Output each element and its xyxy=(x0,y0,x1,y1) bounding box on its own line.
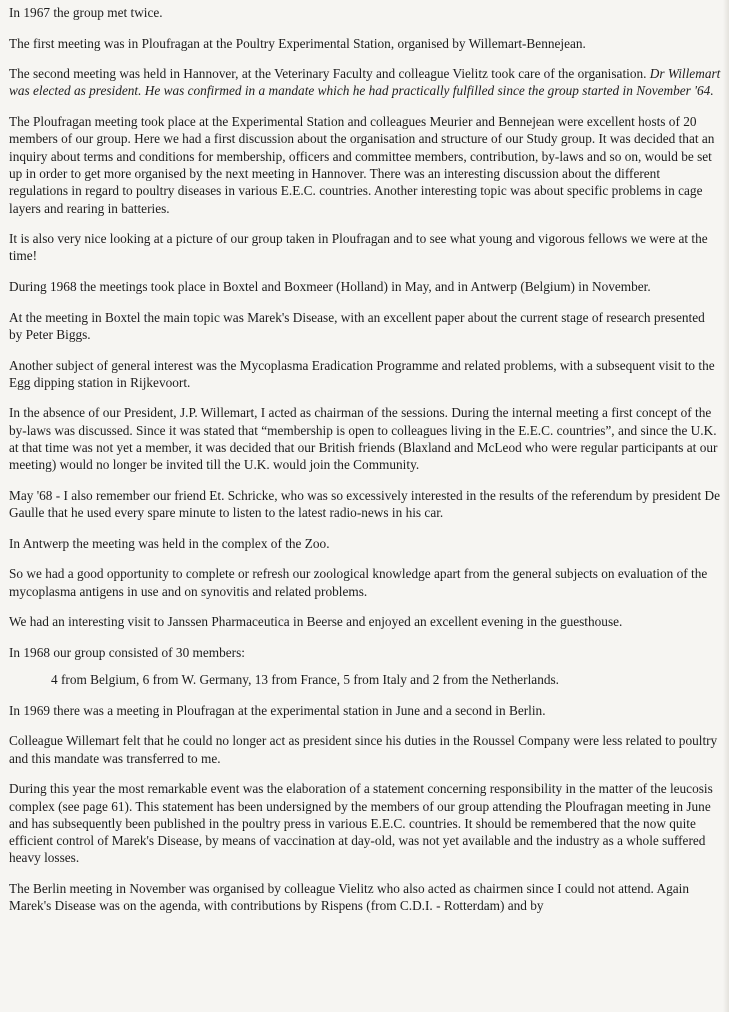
paragraph-members-by-country: 4 from Belgium, 6 from W. Germany, 13 from France, 5 from Italy and 2 from the Netherlands. xyxy=(51,672,559,688)
paragraph-second-meeting-text: The second meeting was held in Hannover, at the Veterinary Faculty and colleague Vielitz took care of the organisation. xyxy=(9,66,650,82)
paragraph-may-68: May '68 - I also remember our friend Et. Schricke, who was so excessively interested in the results of the referendum by president De Gaulle that he used every spare minute to listen to the latest radio-news in his car. xyxy=(9,487,720,521)
paragraph-ploufragan-meeting: The Ploufragan meeting took place at the Experimental Station and colleagues Meurier and Bennejean were excellent hosts of 20 members of our group. Here we had a first discussion about the organisation and structure of our Study group. It was decided that an inquiry about terms and conditions for membership, officers and committee members, contribution, by-laws and so on, would be set up in order to get more organised by the next meeting in Hannover. There was an interesting discussion about the different regulations in regard to poultry diseases in various E.E.C. countries. Another interesting topic was about specific problems in cage layers and rearing in batteries. xyxy=(9,114,715,216)
paragraph-members-count: In 1968 our group consisted of 30 members: xyxy=(9,644,245,660)
paragraph-president-transfer: Colleague Willemart felt that he could no longer act as president since his duties in the Roussel Company were less related to poultry and this mandate was transferred to me. xyxy=(9,733,718,766)
paragraph-leucosis-statement: During this year the most remarkable event was the elaboration of a statement concerning responsibility in the matter of the leucosis complex (see page 61). This statement has been undersigned by the members of our group attending the Ploufragan meeting in June and has subsequently been published in the poultry press in various E.E.C. countries. It should be remembered that the now quite efficient control of Marek's Disease, by means of vaccination at day-old, was not yet available and the industry as a whole suffered heavy losses. xyxy=(9,781,713,866)
paragraph-group-picture: It is also very nice looking at a picture of our group taken in Ploufragan and to see what young and vigorous fellows we were at the time! xyxy=(9,231,708,264)
page-edge-shadow xyxy=(723,0,729,1012)
paragraph-1969-meetings: In 1969 there was a meeting in Ploufragan at the experimental station in June and a second in Berlin. xyxy=(9,702,546,718)
paragraph-zoological-knowledge: So we had a good opportunity to complete or refresh our zoological knowledge apart from the general subjects on evaluation of the mycoplasma antigens in use and on synovitis and related problems. xyxy=(9,566,708,599)
paragraph-janssen-visit: We had an interesting visit to Janssen Pharmaceutica in Beerse and enjoyed an excellent evening in the guesthouse. xyxy=(9,614,623,630)
paragraph-1967-meetings: In 1967 the group met twice. xyxy=(9,5,163,20)
paragraph-second-meeting-italic: Dr Willemart was elected as president. He was confirmed in a mandate which he had practically fulfilled since the group started in November '64. xyxy=(9,66,721,99)
document-page xyxy=(9,4,721,928)
paragraph-antwerp-zoo: In Antwerp the meeting was held in the complex of the Zoo. xyxy=(9,535,330,551)
paragraph-mycoplasma: Another subject of general interest was the Mycoplasma Eradication Programme and related problems, with a subsequent visit to the Egg dipping station in Rijkevoort. xyxy=(9,357,715,390)
paragraph-boxtel-meeting: At the meeting in Boxtel the main topic was Marek's Disease, with an excellent paper about the current stage of research presented by Peter Biggs. xyxy=(9,309,705,342)
paragraph-berlin-meeting: The Berlin meeting in November was organised by colleague Vielitz who also acted as chairmen since I could not attend. Again Marek's Disease was on the agenda, with contributions by Rispens (from C.D.I. - Rotterdam) and by xyxy=(9,881,689,914)
paragraph-first-meeting: The first meeting was in Ploufragan at the Poultry Experimental Station, organised by Willemart-Bennejean. xyxy=(9,35,586,51)
paragraph-second-meeting xyxy=(9,65,721,100)
paragraph-by-laws: In the absence of our President, J.P. Willemart, I acted as chairman of the sessions. During the internal meeting a first concept of the by-laws was discussed. Since it was stated that “membership is open to colleagues living in the E.E.C. countries”, and since the U.K. at that time was not yet a member, it was decided that our British friends (Blaxland and McLeod who were regular participants at our meeting) would no longer be invited till the U.K. would join the Community. xyxy=(9,405,718,473)
paragraph-1968-meetings: During 1968 the meetings took place in Boxtel and Boxmeer (Holland) in May, and in Antwerp (Belgium) in November. xyxy=(9,279,651,295)
